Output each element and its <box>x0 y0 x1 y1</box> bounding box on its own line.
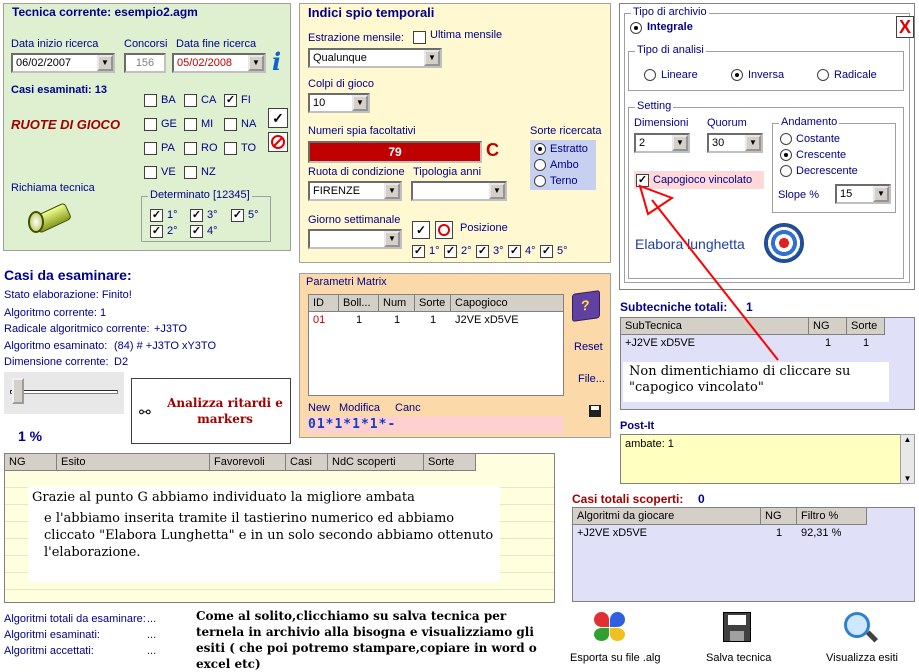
footer-accettati-value: ... <box>147 645 157 657</box>
dimensione-label: Dimensione corrente: <box>4 356 109 368</box>
analisi-label-radicale: Radicale <box>834 69 877 81</box>
footer-esaminati-value: ... <box>147 629 157 641</box>
sorte-label-ambo: Ambo <box>550 159 579 171</box>
chevron-down-icon[interactable]: ▼ <box>672 135 688 151</box>
posizione-checkbox-3[interactable]: ✓ <box>477 245 488 257</box>
postit-title: Post-It <box>620 420 655 432</box>
grid-header-2[interactable]: Filtro % <box>797 508 867 525</box>
grid-cell: 1 <box>775 527 783 539</box>
determinato-label-2: 3° <box>207 209 218 221</box>
determinato-label: Determinato [12345] <box>150 189 250 201</box>
richiama-label: Richiama tecnica <box>11 182 95 194</box>
chevron-down-icon[interactable]: ▼ <box>745 135 761 151</box>
scroll-down-icon[interactable]: ▼ <box>903 474 912 483</box>
casi-totali-count: 0 <box>698 492 705 506</box>
dimensioni-value: 2 <box>639 137 646 149</box>
ruota-label-mi: MI <box>201 118 214 130</box>
analisi-label-lineare: Lineare <box>661 69 698 81</box>
visualizza-label: Visualizza esiti <box>826 652 898 664</box>
chevron-down-icon[interactable]: ▼ <box>489 183 505 199</box>
determinato-checkbox-3[interactable]: ✓ <box>232 209 243 221</box>
posizione-label-1: 1° <box>429 245 440 257</box>
sorte-label: Sorte ricercata <box>530 125 602 137</box>
posizione-label-5: 5° <box>557 245 568 257</box>
grid-header-1[interactable]: Esito <box>57 454 210 471</box>
grid-cell: +J2VE xD5VE <box>577 527 648 539</box>
analisi-label-inversa: Inversa <box>748 69 785 81</box>
determinato-label-3: 5° <box>248 209 259 221</box>
postit-text: ambate: 1 <box>625 438 674 450</box>
grid-cell: 1 <box>393 314 401 326</box>
matrix-title: Parametri Matrix <box>306 276 387 288</box>
sorte-label-terno: Terno <box>550 175 578 187</box>
determinato-label-4: 2° <box>167 225 178 237</box>
chevron-down-icon[interactable]: ▼ <box>248 55 264 71</box>
estrazione-value: Qualunque <box>313 52 367 64</box>
note-ambata-line1: Grazie al punto G abbiamo individuato la migliore ambata <box>32 490 415 505</box>
colpi-label: Colpi di gioco <box>308 78 375 90</box>
casi-esaminati: Casi esaminati: 13 <box>11 84 107 96</box>
slope-label: Slope % <box>778 189 819 201</box>
grid-header-1[interactable]: NG <box>809 318 847 335</box>
ruota-label-ca: CA <box>201 94 217 106</box>
quorum-label: Quorum <box>707 117 747 129</box>
grid-header-0[interactable]: SubTecnica <box>621 318 809 335</box>
grid-cell: 01 <box>313 314 326 326</box>
determinato-checkbox-1[interactable]: ✓ <box>151 209 162 221</box>
ruota-label-ba: BA <box>161 94 176 106</box>
concorsi-label: Concorsi <box>124 38 168 50</box>
posizione-label-2: 2° <box>461 245 472 257</box>
elabora-label: Elabora lunghetta <box>635 236 745 252</box>
posizione-checkbox-2[interactable]: ✓ <box>445 245 456 257</box>
capogioco-label: Capogioco vincolato <box>653 174 753 186</box>
ruota-label-ge: GE <box>161 118 177 130</box>
spia-title: Indici spio temporali <box>308 5 435 20</box>
book-icon[interactable]: ? <box>572 290 600 322</box>
grid-header-1[interactable]: NG <box>761 508 797 525</box>
grid-header-4[interactable]: Capogioco <box>451 295 564 312</box>
posizione-checkbox-4[interactable]: ✓ <box>509 245 520 257</box>
stato-elaborazione: Stato elaborazione: Finito! <box>4 289 132 301</box>
grid-header-3[interactable]: Casi <box>286 454 328 471</box>
canc-button[interactable]: Canc <box>395 402 421 414</box>
footer-totali-value: ... <box>147 613 157 625</box>
note-ambata-line2: e l'abbiamo inserita tramite il tastierino numerico ed abbiamo cliccato "Elabora Lunghetta" e in un solo secondo abbiamo ottenuto l'elaborazione. <box>44 511 494 560</box>
numeri-label: Numeri spia facoltativi <box>308 125 416 137</box>
casi-title: Casi da esaminare: <box>4 267 132 283</box>
reset-button[interactable]: Reset <box>574 341 603 353</box>
file-button[interactable]: File... <box>578 373 605 385</box>
sorte-label-estratto: Estratto <box>550 143 588 155</box>
capogioco-checkbox[interactable]: ✓ <box>637 174 648 186</box>
grid-header-4[interactable]: NdC scoperti <box>328 454 424 471</box>
determinato-checkbox-2[interactable]: ✓ <box>191 209 202 221</box>
grid-header-0[interactable]: NG <box>5 454 57 471</box>
grid-cell: J2VE xD5VE <box>455 314 519 326</box>
andamento-label-decrescente: Decrescente <box>796 165 858 177</box>
andamento-label-crescente: Crescente <box>796 149 847 161</box>
grid-cell: 1 <box>824 337 832 349</box>
subtecniche-count: 1 <box>746 300 753 314</box>
grid-cell: 92,31 % <box>801 527 842 539</box>
grid-header-2[interactable]: Favorevoli <box>210 454 286 471</box>
data-fine-value: 05/02/2008 <box>177 57 233 69</box>
ruota-label-nz: NZ <box>201 166 216 178</box>
tecnica-title: Tecnica corrente: esempio2.agm <box>12 5 198 19</box>
dimensione-value: D2 <box>114 356 129 368</box>
info-icon[interactable]: i <box>272 47 282 76</box>
tipologia-label: Tipologia anni <box>413 166 482 178</box>
posizione-label-3: 3° <box>493 245 504 257</box>
c-clear-button[interactable]: C <box>486 140 499 160</box>
determinato-label-1: 1° <box>167 209 178 221</box>
new-button[interactable]: New <box>308 402 331 414</box>
determinato-checkbox-4[interactable]: ✓ <box>151 225 162 237</box>
determinato-label-5: 4° <box>207 225 218 237</box>
ruota-label-fi: FI <box>241 94 251 106</box>
grid-header-0[interactable]: Algoritmi da giocare <box>573 508 761 525</box>
chevron-down-icon[interactable]: ▼ <box>97 55 113 71</box>
esporta-label: Esporta su file .alg <box>570 652 661 664</box>
analizza-label: Analizza ritardi e markers <box>167 396 283 426</box>
andamento-label-costante: Costante <box>796 133 841 145</box>
modifica-button[interactable]: Modifica <box>339 402 380 414</box>
ruota-label-to: TO <box>241 142 257 154</box>
subtecniche-title: Subtecniche totali: <box>620 300 728 314</box>
footer-accettati: Algoritmi accettati: <box>4 645 94 657</box>
binoculars-icon: ⚯ <box>139 404 151 420</box>
estrazione-label: Estrazione mensile: <box>308 32 404 44</box>
formula-value: 01*1*1*1*- <box>308 417 397 432</box>
ruote-label: RUOTE DI GIOCO <box>11 117 121 132</box>
setting-label: Setting <box>637 100 672 112</box>
progress-percent: 1 % <box>18 428 43 444</box>
algoritmo-corrente: Algoritmo corrente: 1 <box>4 307 107 319</box>
grid-cell: 1 <box>355 314 363 326</box>
grid-cell: +J2VE xD5VE <box>625 337 696 349</box>
algoritmo-esaminato-value: (84) # +J3TO xY3TO <box>114 340 216 352</box>
radicale-label: Radicale algoritmico corrente: <box>4 323 150 335</box>
radicale-value: +J3TO <box>154 323 188 335</box>
ultima-label: Ultima mensile <box>430 29 503 41</box>
chevron-down-icon[interactable]: ▼ <box>384 183 400 199</box>
tipo-archivio-label: Tipo di archivio <box>633 6 707 18</box>
grid-cell: 1 <box>429 314 437 326</box>
ruota-cond-label: Ruota di condizione <box>308 166 405 178</box>
close-icon: X <box>898 17 911 37</box>
grid-cell: 1 <box>862 337 870 349</box>
note-salva-text: Come al solito,clicchiamo su salva tecnica per ternela in archivio alla bisogna e visualizziamo gli esiti ( che poi potremo stampare,copiare in word o excel etc) <box>196 609 537 671</box>
grid-header-0[interactable]: ID <box>309 295 339 312</box>
scroll-up-icon[interactable]: ▲ <box>903 435 912 444</box>
algoritmo-esaminato-label: Algoritmo esaminato: <box>4 340 108 352</box>
footer-totali: Algoritmi totali da esaminare: <box>4 613 146 625</box>
ruota-label-pa: PA <box>161 142 175 154</box>
grid-header-2[interactable]: Sorte <box>847 318 885 335</box>
grid-header-1[interactable]: Boll... <box>339 295 379 312</box>
quorum-value: 30 <box>712 137 725 149</box>
chevron-down-icon[interactable]: ▼ <box>873 186 889 202</box>
casi-totali-title: Casi totali scoperti: <box>572 492 684 506</box>
numeri-value: 79 <box>388 145 402 159</box>
confirm-check-button[interactable]: ✓ <box>268 108 288 128</box>
determinato-checkbox-5[interactable]: ✓ <box>191 225 202 237</box>
ruota-label-na: NA <box>241 118 257 130</box>
grid-header-5[interactable]: Sorte <box>424 454 476 471</box>
note-capogioco-text: Non dimentichiamo di cliccare su "capogico vincolato" <box>629 364 851 395</box>
giorno-label: Giorno settimanale <box>308 214 401 226</box>
ruota-label-ro: RO <box>201 142 218 154</box>
slope-value: 15 <box>840 188 853 200</box>
grid-header-2[interactable]: Num <box>379 295 415 312</box>
grid-header-3[interactable]: Sorte <box>415 295 451 312</box>
data-inizio-label: Data inizio ricerca <box>11 38 99 50</box>
chevron-down-icon[interactable]: ▼ <box>424 50 440 66</box>
chevron-down-icon[interactable]: ▼ <box>384 231 400 247</box>
footer-esaminati: Algoritmi esaminati: <box>4 629 100 641</box>
colpi-value: 10 <box>313 97 326 109</box>
posizione-checkbox-1[interactable]: ✓ <box>413 245 424 257</box>
posizione-checkbox-5[interactable]: ✓ <box>541 245 552 257</box>
salva-label: Salva tecnica <box>706 652 772 664</box>
posizione-label-4: 4° <box>525 245 536 257</box>
dimensioni-label: Dimensioni <box>634 117 689 129</box>
chevron-down-icon[interactable]: ▼ <box>352 95 368 111</box>
posizione-check-button[interactable]: ✓ <box>412 221 430 239</box>
analisi-label: Tipo di analisi <box>637 44 704 56</box>
posizione-label: Posizione <box>460 222 508 234</box>
ruota-cond-value: FIRENZE <box>313 185 361 197</box>
andamento-label: Andamento <box>781 116 838 128</box>
concorsi-value: 156 <box>135 57 155 69</box>
ruota-label-ve: VE <box>161 166 176 178</box>
ruota-checkbox-fi[interactable]: ✓ <box>225 94 236 106</box>
data-inizio-value: 06/02/2007 <box>16 57 72 69</box>
data-fine-label: Data fine ricerca <box>176 38 257 50</box>
integrale-label: Integrale <box>647 21 693 33</box>
